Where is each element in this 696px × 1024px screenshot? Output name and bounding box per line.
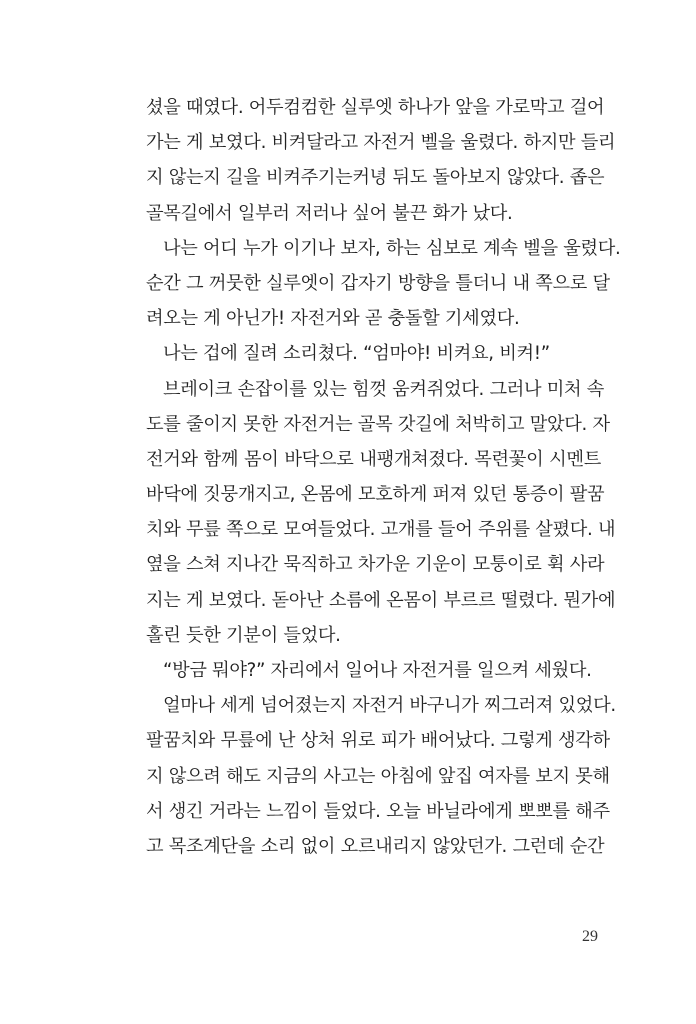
text-line: 지는 게 보였다. 돋아난 소름에 온몸이 부르르 떨렸다. 뭔가에 <box>146 589 616 611</box>
text-line: 고 목조계단을 소리 없이 오르내리지 않았던가. 그런데 순간 <box>146 835 605 857</box>
text-line: 팔꿈치와 무릎에 난 상처 위로 피가 배어났다. 그렇게 생각하 <box>146 730 610 752</box>
text-line: 가는 게 보였다. 비켜달라고 자전거 벨을 울렸다. 하지만 들리 <box>146 132 616 154</box>
text-line: 골목길에서 일부러 저러나 싶어 불끈 화가 났다. <box>146 202 513 224</box>
text-line: 려오는 게 아닌가! 자전거와 곧 충돌할 기세였다. <box>146 308 520 330</box>
text-line: 얼마나 세게 넘어졌는지 자전거 바구니가 찌그러져 있었다. <box>163 695 616 717</box>
page-number: 29 <box>582 928 598 945</box>
text-line: 홀린 듯한 기분이 들었다. <box>146 624 341 646</box>
text-line: 옆을 스쳐 지나간 묵직하고 차가운 기운이 모퉁이로 휙 사라 <box>146 554 605 576</box>
text-line: 바닥에 짓뭉개지고, 온몸에 모호하게 퍼져 있던 통증이 팔꿈 <box>146 484 605 506</box>
text-line: 전거와 함께 몸이 바닥으로 내팽개쳐졌다. 목련꽃이 시멘트 <box>146 448 601 470</box>
text-line: 나는 어디 누가 이기나 보자, 하는 심보로 계속 벨을 울렸다. <box>163 237 621 259</box>
text-line: 서 생긴 거라는 느낌이 들었다. 오늘 바닐라에게 뽀뽀를 해주 <box>146 800 610 822</box>
text-line: 지 않는지 길을 비켜주기는커녕 뒤도 돌아보지 않았다. 좁은 <box>146 167 605 189</box>
text-line: 지 않으려 해도 지금의 사고는 아침에 앞집 여자를 보지 못해 <box>146 765 610 787</box>
text-line: 나는 겁에 질려 소리쳤다. “엄마야! 비켜요, 비켜!” <box>163 343 550 365</box>
text-line: 셨을 때였다. 어두컴컴한 실루엣 하나가 앞을 가로막고 걸어 <box>146 97 605 118</box>
body-text <box>146 90 621 864</box>
text-line: 순간 그 꺼뭇한 실루엣이 갑자기 방향을 틀더니 내 쪽으로 달 <box>146 272 610 294</box>
text-line: 치와 무릎 쪽으로 모여들었다. 고개를 들어 주위를 살폈다. 내 <box>146 519 616 541</box>
text-line: 도를 줄이지 못한 자전거는 골목 갓길에 처박히고 말았다. 자 <box>146 413 610 435</box>
text-line: “방금 뭐야?” 자리에서 일어나 자전거를 일으켜 세웠다. <box>163 660 592 681</box>
text-line: 브레이크 손잡이를 있는 힘껏 움켜쥐었다. 그러나 미처 속 <box>163 378 605 400</box>
